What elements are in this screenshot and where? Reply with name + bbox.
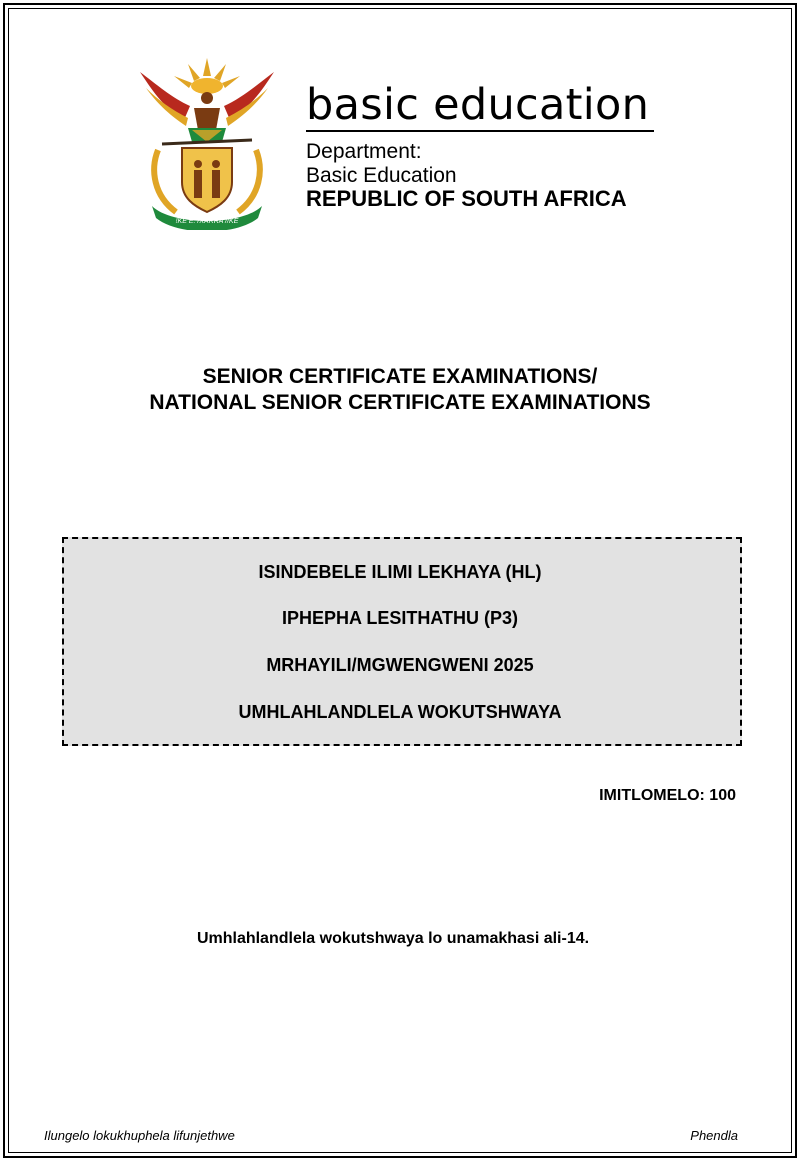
department-name: Basic Education	[306, 164, 457, 187]
exam-title-line-2: NATIONAL SENIOR CERTIFICATE EXAMINATIONS	[149, 391, 651, 414]
copyright-notice: Ilungelo lokukhuphela lifunjethwe	[44, 1128, 235, 1143]
country-name: REPUBLIC OF SOUTH AFRICA	[306, 186, 627, 211]
turn-over-note: Phendla	[690, 1128, 738, 1143]
exam-title-line-1: SENIOR CERTIFICATE EXAMINATIONS/	[202, 365, 598, 388]
crest-motto: !KE E: /XARRA //KE	[175, 218, 239, 225]
exam-session: MRHAYILI/MGWENGWENI 2025	[266, 655, 534, 675]
subject-title: ISINDEBELE ILIMI LEKHAYA (HL)	[258, 562, 542, 582]
department-label: Department:	[306, 140, 422, 163]
document-type: UMHLAHLANDLELA WOKUTSHWAYA	[238, 702, 562, 722]
pages-note: Umhlahlandlela wokutshwaya lo unamakhasi ali-14.	[196, 930, 590, 947]
brand-title: basic education	[306, 80, 650, 130]
brand-underline	[306, 130, 654, 132]
paper-number: IPHEPHA LESITHATHU (P3)	[281, 608, 518, 628]
total-marks: IMITLOMELO: 100	[599, 787, 736, 804]
coat-of-arms-icon	[132, 50, 282, 230]
